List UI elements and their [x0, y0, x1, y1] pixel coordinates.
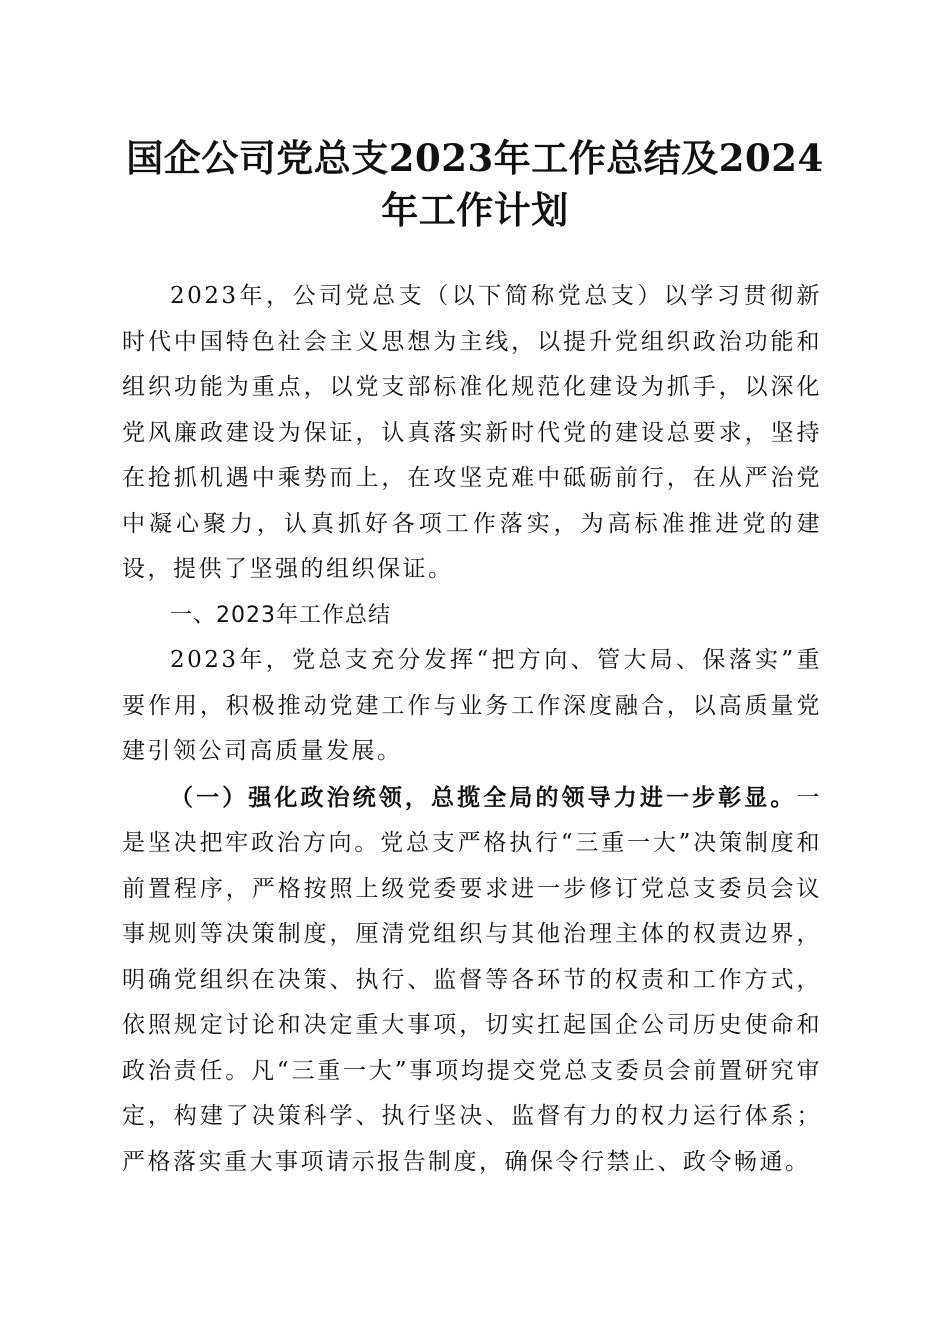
document-body [122, 274, 822, 1185]
subsection-paragraph [122, 775, 822, 1186]
intro-paragraph: 2023年，公司党总支（以下简称党总支）以学习贯彻新时代中国特色社会主义思想为主线，以提升党组织政治功能和组织功能为重点，以党支部标准化规范化建设为抓手，以深化党风廉政建设为保证，认真落实新时代党的建设总要求，坚持在抢抓机遇中乘势而上，在攻坚克难中砥砺前行，在从严治党中凝心聚力，认真抓好各项工作落实，为高标准推进党的建设，提供了坚强的组织保证。 [122, 283, 822, 582]
subsection-body: 一是坚决把牢政治方向。党总支严格执行“三重一大”决策制度和前置程序，严格按照上级党委要求进一步修订党总支委员会议事规则等决策制度，厘清党组织与其他治理主体的权责边界，明确党组织在决策、执行、监督等各环节的权责和工作方式，依照规定讨论和决定重大事项，切实扛起国企公司历史使命和政治责任。凡“三重一大”事项均提交党总支委员会前置研究审定，构建了决策科学、执行坚决、监督有力的权力运行体系；严格落实重大事项请示报告制度，确保令行禁止、政令畅通。 [122, 784, 822, 1175]
section-heading-2023-summary: 一、2023年工作总结 [170, 602, 391, 628]
subsection-heading: （一）强化政治统领，总揽全局的领导力进一步彰显。 [170, 783, 797, 811]
document-title: 国企公司党总支2023年工作总结及2024年工作计划 [126, 136, 824, 232]
summary-paragraph: 2023年，党总支充分发挥“把方向、管大局、保落实”重要作用，积极推动党建工作与业务工作深度融合，以高质量党建引领公司高质量发展。 [122, 647, 822, 764]
